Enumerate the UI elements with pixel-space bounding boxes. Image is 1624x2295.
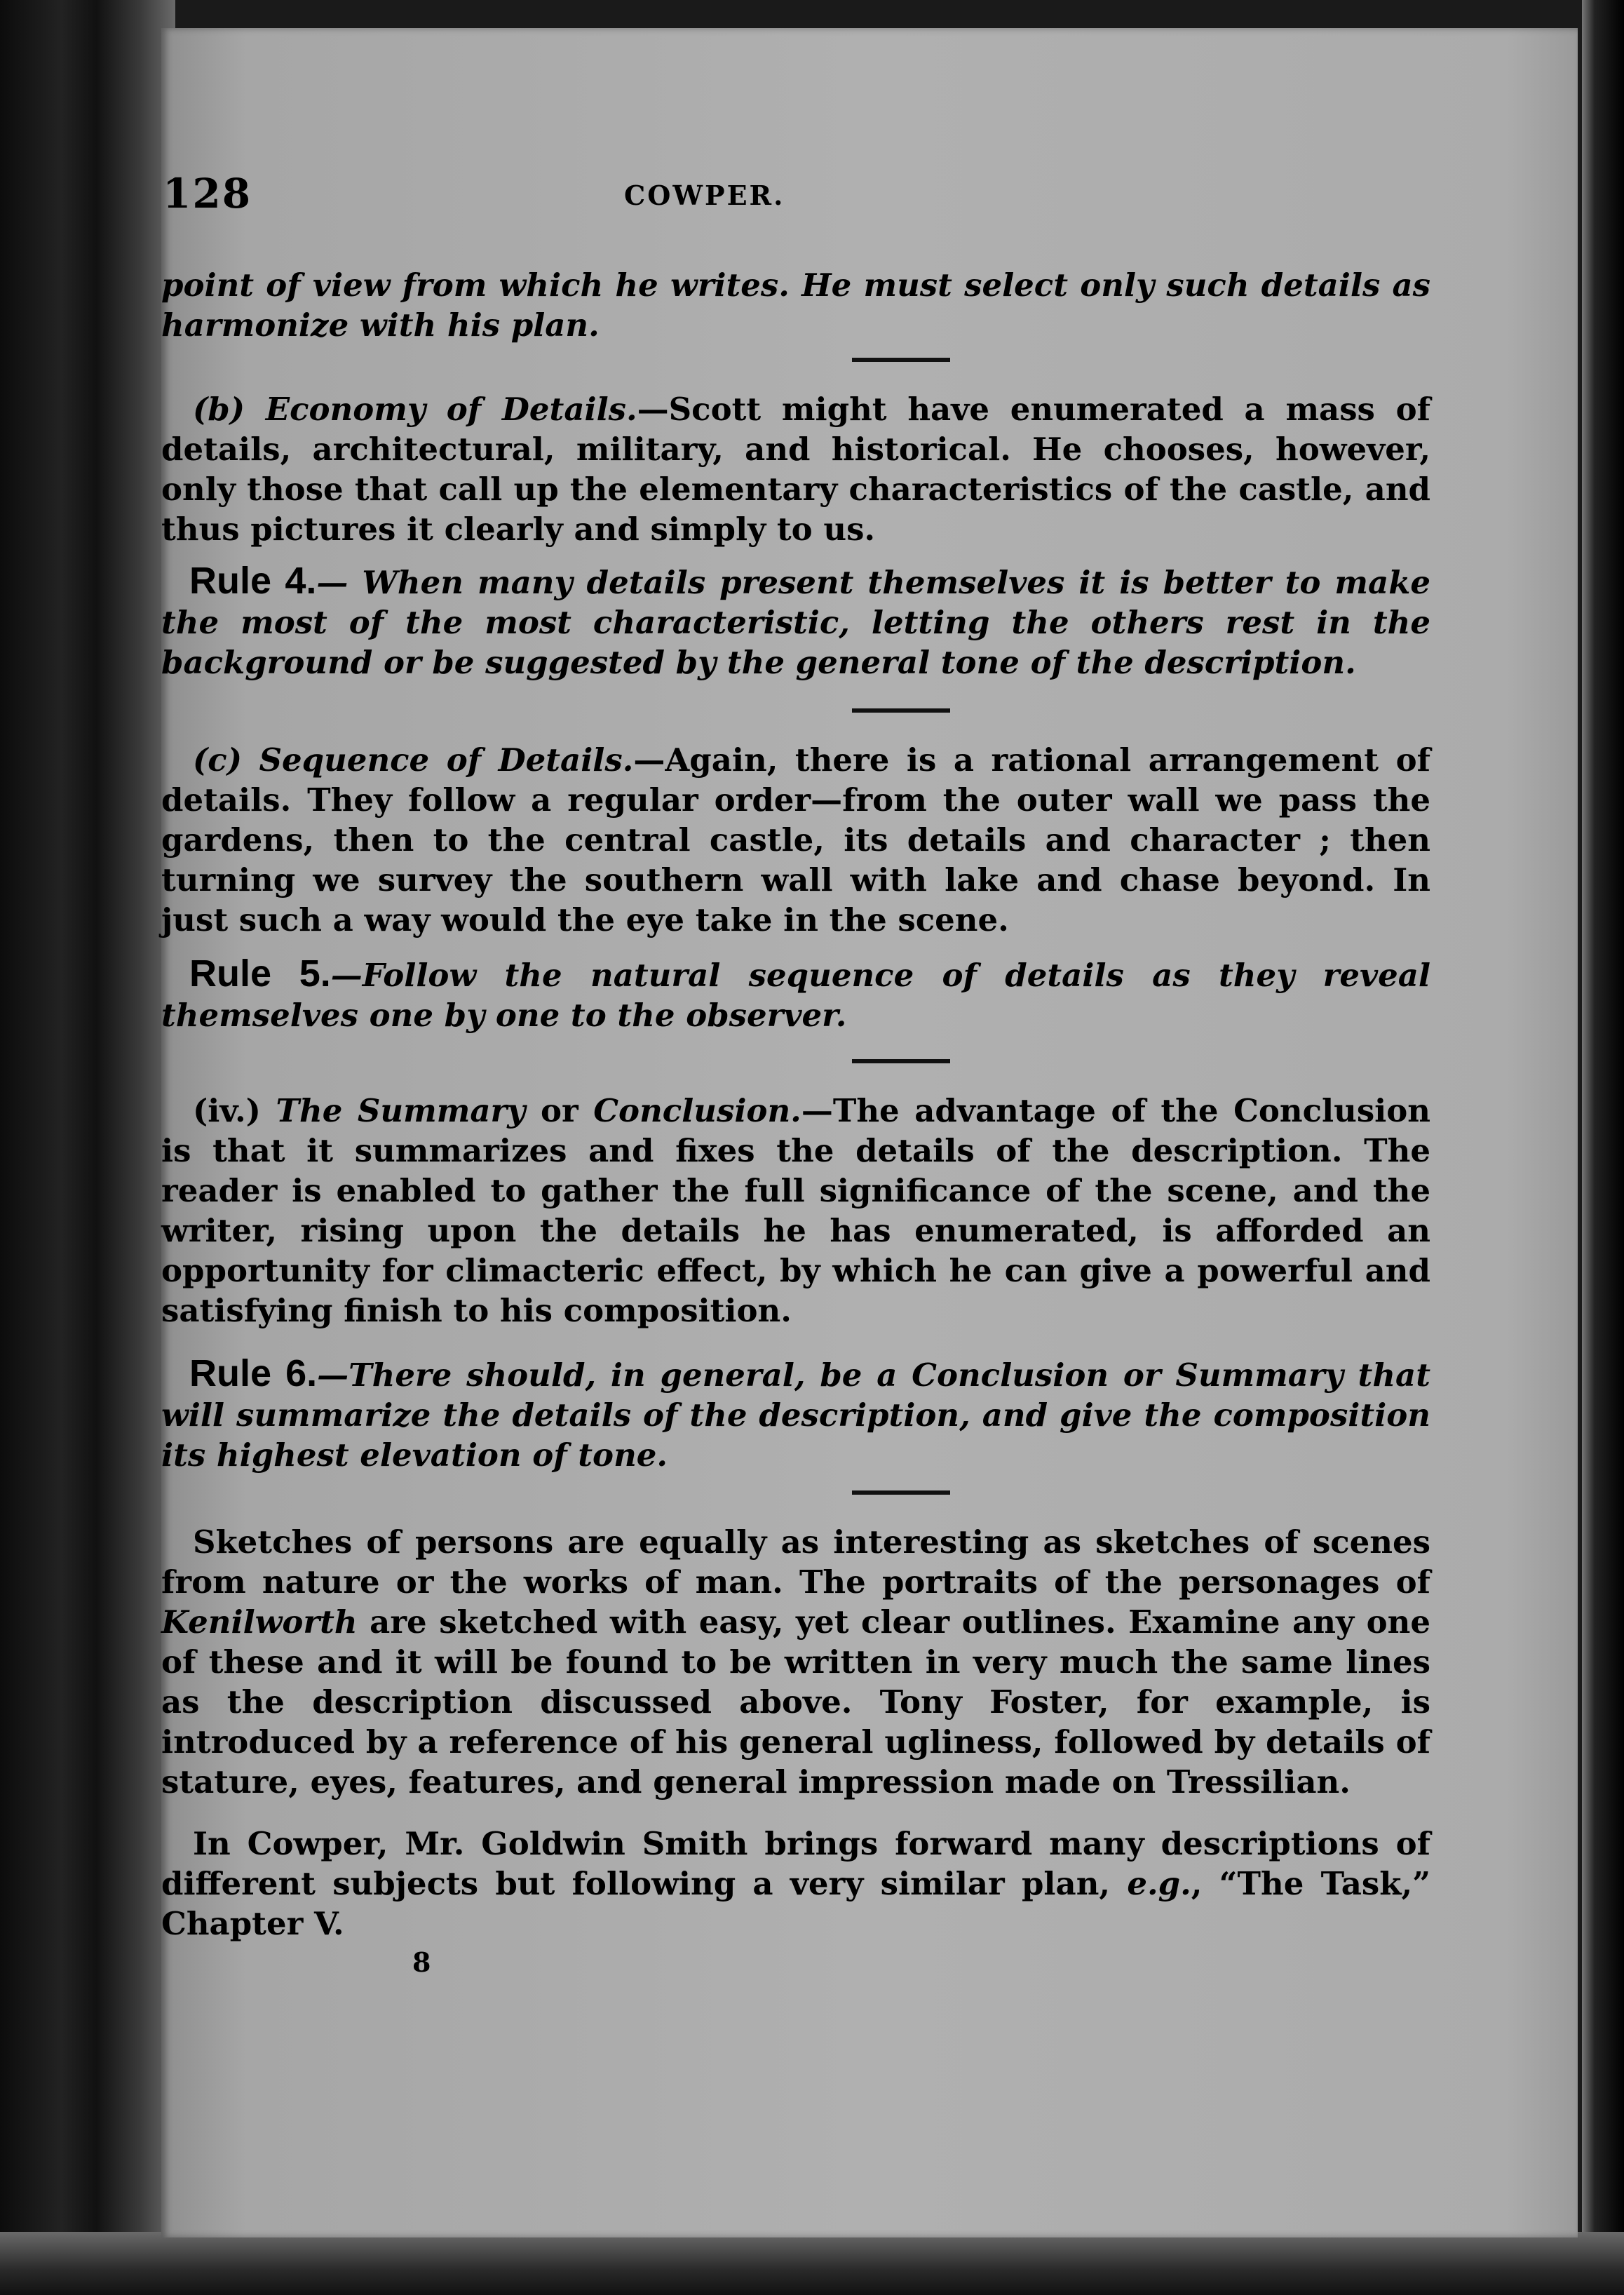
section-divider xyxy=(852,1490,950,1495)
economy-paragraph xyxy=(161,389,1430,549)
rule4-label: Rule 4. xyxy=(189,560,317,602)
conclusion-label: Conclusion. xyxy=(593,1092,801,1129)
summary-prefix: (iv.) xyxy=(193,1092,276,1129)
page-header xyxy=(0,170,1222,219)
cowper-paragraph xyxy=(161,1824,1430,1944)
rule6-label: Rule 6. xyxy=(189,1352,318,1394)
sequence-text: —Again, there is a rational arrangement of details. They follow a regular order—from the outer wall we pass the gardens, then to the central castle, its details and character ; then turning we survey the southern wall with lake and chase beyond. In just such a way would the eye take in the scene. xyxy=(161,741,1430,938)
scan-border-right xyxy=(1582,0,1624,2295)
rule6-paragraph xyxy=(161,1354,1430,1475)
summary-or: or xyxy=(525,1092,594,1129)
rule5-text: —Follow the natural sequence of details as they reveal themselves one by one to the observer. xyxy=(161,957,1430,1034)
intro-text: point of view from which he writes. He must select only such details as harmonize with his plan. xyxy=(161,267,1430,344)
rule6-text: —There should, in general, be a Conclusion or Summary that will summarize the details of the description, and give the composition its highest elevation of tone. xyxy=(161,1357,1430,1474)
rule4-text: — When many details present themselves it is better to make the most of the most characteristic, letting the others rest in the background or be suggested by the general tone of the description. xyxy=(161,564,1431,681)
economy-label: (b) Economy of Details. xyxy=(193,391,637,428)
rule4-paragraph xyxy=(161,561,1430,682)
sketches-text-b: are sketched with easy, yet clear outlines. Examine any one of these and it will be found to be written in very much the same lines as the description discussed above. Tony Foster, for example, is introduced by a reference of his general ugliness, followed by details of stature, eyes, features, and general impression made on Tressilian. xyxy=(161,1603,1430,1801)
summary-label: The Summary xyxy=(276,1092,526,1129)
cowper-eg: e.g. xyxy=(1127,1865,1191,1902)
summary-paragraph xyxy=(161,1091,1430,1331)
sketches-text-a: Sketches of persons are equally as interesting as sketches of scenes from nature or the works of man. The portraits of the personages of xyxy=(161,1523,1430,1601)
economy-text: —Scott might have enumerated a mass of details, architectural, military, and historical. He chooses, however, only those that call up the elementary characteristics of the castle, and thus pictures it clearly and simply to us. xyxy=(161,391,1431,548)
section-divider xyxy=(852,708,950,713)
scan-border-left xyxy=(0,0,175,2295)
cowper-text-a: In Cowper, Mr. Goldwin Smith brings forward many descriptions of different subjects but following a very similar plan, xyxy=(161,1825,1430,1902)
cowper-text-b: , “The Task,” Chapter V. xyxy=(161,1865,1430,1942)
scan-border-bottom xyxy=(0,2232,1624,2295)
section-divider xyxy=(852,358,950,362)
intro-paragraph xyxy=(161,265,1430,345)
rule5-paragraph xyxy=(161,954,1430,1035)
page-number: 128 xyxy=(163,170,252,217)
sequence-label: (c) Sequence of Details. xyxy=(193,741,634,779)
sequence-paragraph xyxy=(161,740,1430,940)
sketches-paragraph xyxy=(161,1522,1430,1802)
rule5-label: Rule 5. xyxy=(189,953,331,995)
running-head: COWPER. xyxy=(624,180,785,211)
kenilworth-title: Kenilworth xyxy=(161,1603,358,1641)
section-divider xyxy=(852,1059,950,1063)
summary-text: —The advantage of the Conclusion is that it summarizes and fixes the details of the description. The reader is enabled to gather the full significance of the scene, and the writer, rising upon the details he has enumerated, is afforded an opportunity for climacteric effect, by which he can give a powerful and satisfying finish to his composition. xyxy=(161,1092,1430,1329)
signature-mark: 8 xyxy=(412,1946,431,1978)
